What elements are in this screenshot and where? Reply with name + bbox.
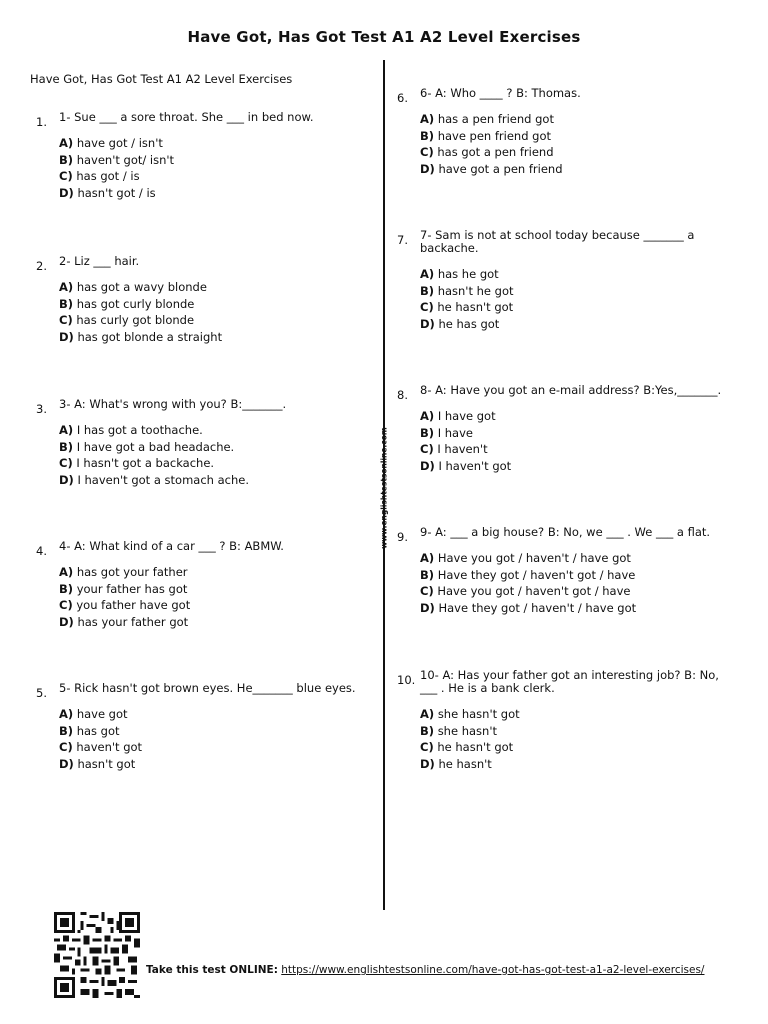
option-letter: C) [420,584,434,598]
question-number: 1. [36,115,47,129]
option-letter: A) [420,707,435,721]
option-letter: B) [59,152,74,167]
answer-option[interactable] [59,296,376,313]
option-letter: A) [59,707,74,721]
question-block [397,87,727,177]
answer-option[interactable] [59,597,376,614]
answer-option[interactable] [420,441,727,458]
answer-option[interactable] [59,152,376,169]
option-text: have pen friend got [437,128,552,143]
answer-option[interactable] [420,111,727,128]
option-text: has got your father [76,565,188,579]
option-text: Have you got / haven't / have got [437,551,631,565]
option-text: hasn't got [77,756,136,771]
answer-option[interactable] [420,723,727,740]
question-number: 3. [36,402,47,416]
option-letter: A) [420,267,435,281]
option-letter: B) [59,439,74,454]
question-number: 9. [397,530,408,544]
answer-options [420,266,727,332]
option-text: haven't got/ isn't [76,152,175,167]
answer-option[interactable] [59,706,376,723]
option-text: haven't got [76,740,143,754]
answer-option[interactable] [420,316,727,333]
option-letter: C) [59,313,73,327]
answer-option[interactable] [420,706,727,723]
answer-option[interactable] [59,756,376,773]
answer-options [59,706,376,772]
option-text: has curly got blonde [76,313,195,327]
option-text: Have they got / haven't got / have [437,567,636,582]
option-text: I has got a toothache. [76,423,203,437]
option-letter: D) [59,614,74,629]
answer-options [420,111,727,177]
option-letter: D) [420,458,435,473]
answer-option[interactable] [420,283,727,300]
option-text: your father has got [76,581,188,596]
option-letter: B) [420,283,435,298]
option-letter: C) [420,740,434,754]
option-letter: C) [59,740,73,754]
qr-code-icon [52,912,142,998]
answer-option[interactable] [420,128,727,145]
option-letter: D) [59,329,74,344]
option-letter: A) [420,112,435,126]
option-text: hasn't got / is [77,185,156,200]
question-number: 5. [36,686,47,700]
answer-options [59,422,376,488]
option-text: I haven't got a stomach ache. [77,472,249,487]
answer-option[interactable] [420,425,727,442]
answer-option[interactable] [59,168,376,185]
answer-options [420,550,727,616]
option-letter: C) [420,300,434,314]
question-text: 5- Rick hasn't got brown eyes. He_______ blue eyes. [59,681,356,695]
option-letter: B) [420,128,435,143]
footer-label: Take this test ONLINE: [146,964,278,976]
option-text: he hasn't got [437,300,514,314]
question-block [36,111,376,201]
question-number: 6. [397,91,408,105]
option-text: has a pen friend got [437,112,554,126]
option-text: I hasn't got a backache. [76,456,215,470]
answer-option[interactable] [59,329,376,346]
option-text: has got blonde a straight [77,329,223,344]
answer-option[interactable] [420,299,727,316]
question-text: 1- Sue ___ a sore throat. She ___ in bed now. [59,110,314,124]
footer [146,964,706,977]
answer-option[interactable] [59,472,376,489]
question-number: 7. [397,233,408,247]
page-subtitle: Have Got, Has Got Test A1 A2 Level Exercises [30,72,293,86]
question-text: 3- A: What's wrong with you? B:_______. [59,397,287,411]
option-letter: A) [420,409,435,423]
option-letter: A) [59,136,74,150]
question-number: 4. [36,544,47,558]
answer-options [59,279,376,345]
option-letter: D) [59,185,74,200]
option-letter: B) [59,296,74,311]
option-letter: B) [59,581,74,596]
question-text: 2- Liz ___ hair. [59,254,140,268]
option-text: hasn't he got [437,283,514,298]
option-letter: A) [59,565,74,579]
question-block [397,669,727,772]
question-block [397,229,727,332]
option-letter: B) [420,425,435,440]
question-block [36,255,376,345]
option-text: I have [437,425,473,440]
option-text: Have you got / haven't got / have [437,584,631,598]
answer-option[interactable] [420,144,727,161]
answer-option[interactable] [420,600,727,617]
question-text: 10- A: Has your father got an interesting job? B: No, ___ . He is a bank clerk. [420,668,719,695]
option-text: has got a wavy blonde [76,280,207,294]
answer-option[interactable] [420,756,727,773]
answer-option[interactable] [420,567,727,584]
option-letter: C) [59,169,73,183]
option-text: have got / isn't [76,136,163,150]
answer-option[interactable] [420,583,727,600]
question-number: 8. [397,388,408,402]
option-text: he has got [438,316,500,331]
option-letter: D) [59,756,74,771]
answer-option[interactable] [59,312,376,329]
option-text: I have got a bad headache. [76,439,235,454]
answer-option[interactable] [420,266,727,283]
question-block [36,540,376,630]
option-letter: A) [59,280,74,294]
answer-option[interactable] [59,422,376,439]
option-text: has got a pen friend [437,145,554,159]
answer-option[interactable] [59,185,376,202]
answer-option[interactable] [59,455,376,472]
question-text: 6- A: Who ____ ? B: Thomas. [420,86,581,100]
question-number: 10. [397,673,416,687]
option-letter: B) [59,723,74,738]
option-letter: D) [420,316,435,331]
option-letter: A) [420,551,435,565]
test-online-link[interactable]: https://www.englishtestsonline.com/have-got-has-got-test-a1-a2-level-exercises/ [281,964,705,976]
question-number: 2. [36,259,47,273]
option-letter: C) [59,598,73,612]
option-text: has your father got [77,614,189,629]
question-block [397,526,727,616]
option-text: I have got [437,409,496,423]
option-letter: A) [59,423,74,437]
answer-option[interactable] [420,550,727,567]
vertical-site-text: www.englishtestsonline.com [379,427,389,549]
answer-option[interactable] [420,408,727,425]
answer-option[interactable] [59,739,376,756]
option-text: I haven't [437,442,488,456]
answer-option[interactable] [59,135,376,152]
option-text: has got [76,723,120,738]
option-letter: D) [420,756,435,771]
option-text: has got / is [76,169,140,183]
option-letter: D) [59,472,74,487]
answer-option[interactable] [59,581,376,598]
option-letter: C) [420,145,434,159]
option-letter: D) [420,161,435,176]
option-letter: B) [420,723,435,738]
answer-option[interactable] [420,739,727,756]
answer-options [59,135,376,201]
option-letter: D) [420,600,435,615]
option-text: has got curly blonde [76,296,195,311]
option-text: you father have got [76,598,191,612]
option-text: have got a pen friend [438,161,563,176]
question-block [36,398,376,488]
option-letter: C) [420,442,434,456]
page-title: Have Got, Has Got Test A1 A2 Level Exercises [187,28,581,46]
option-text: she hasn't [437,723,497,738]
answer-options [59,564,376,630]
question-text: 9- A: ___ a big house? B: No, we ___ . We ___ a flat. [420,525,711,539]
question-text: 8- A: Have you got an e-mail address? B:Yes,_______. [420,383,722,397]
option-text: have got [76,707,128,721]
option-text: he hasn't got [437,740,514,754]
answer-option[interactable] [59,614,376,631]
option-text: he hasn't [438,756,492,771]
answer-option[interactable] [59,723,376,740]
option-letter: C) [59,456,73,470]
question-text: 4- A: What kind of a car ___ ? B: ABMW. [59,539,284,553]
option-text: I haven't got [438,458,512,473]
answer-option[interactable] [59,279,376,296]
answer-option[interactable] [420,161,727,178]
question-text: 7- Sam is not at school today because _______ a backache. [420,228,695,255]
answer-option[interactable] [420,458,727,475]
answer-option[interactable] [59,439,376,456]
option-text: has he got [437,267,499,281]
question-block [397,384,727,474]
option-text: she hasn't got [437,707,520,721]
answer-options [420,408,727,474]
option-letter: B) [420,567,435,582]
answer-option[interactable] [59,564,376,581]
option-text: Have they got / haven't / have got [438,600,637,615]
answer-options [420,706,727,772]
question-block [36,682,376,772]
